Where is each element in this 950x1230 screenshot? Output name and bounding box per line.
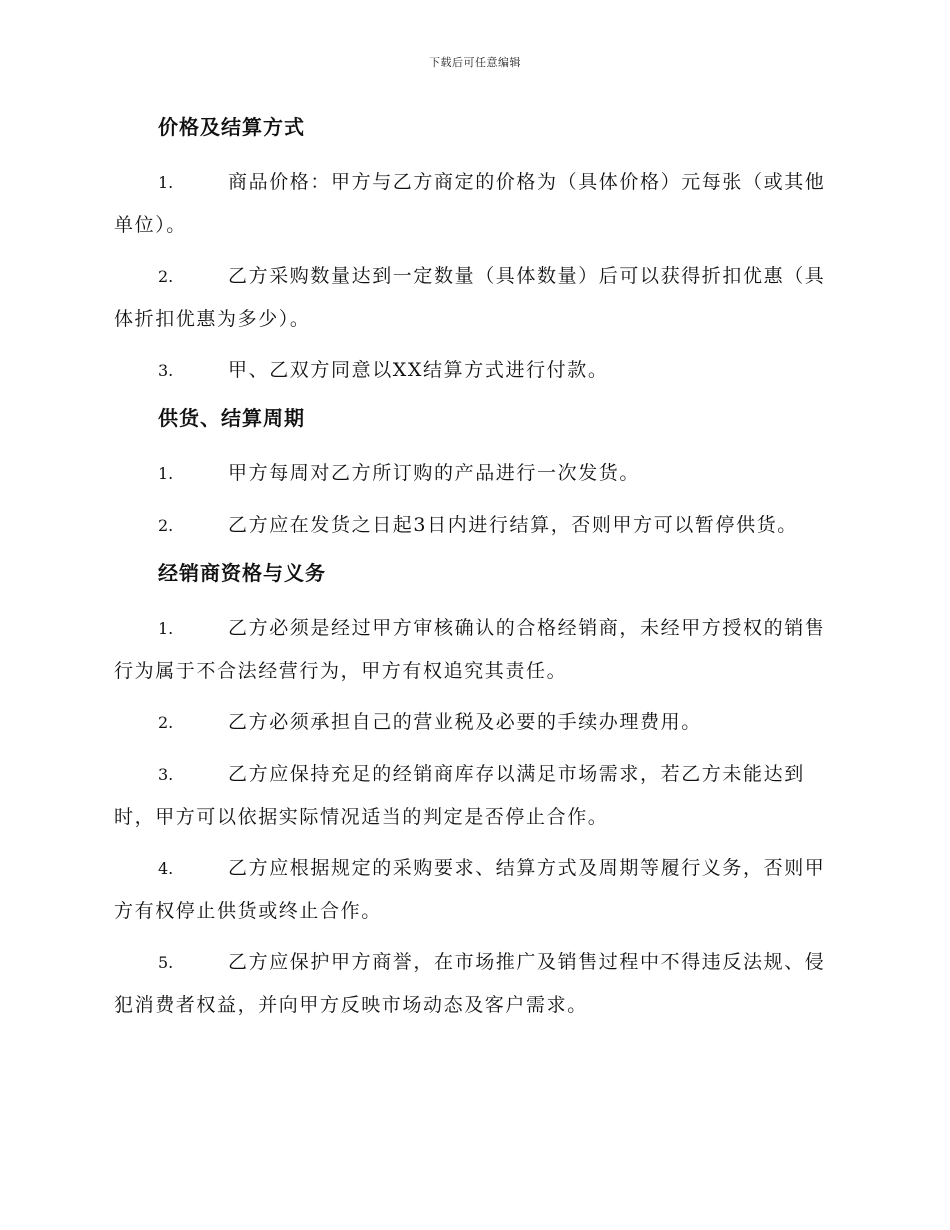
item-text: 乙方必须承担自己的营业税及必要的手续办理费用。: [228, 711, 702, 733]
item-number: 3.: [158, 765, 174, 784]
list-item: [114, 255, 836, 340]
item-number: 1.: [158, 464, 174, 483]
header-note: 下载后可任意编辑: [429, 56, 521, 69]
section-price-settlement: [114, 110, 836, 392]
section-title: 经销商资格与义务: [158, 561, 326, 585]
item-text: 商品价格：甲方与乙方商定的价格为（具体价格）元每张（或其他单位）。: [114, 171, 826, 236]
item-text: 乙方应保持充足的经销商库存以满足市场需求，若乙方未能达到时，甲方可以依据实际情况适当的判定是否停止合作。: [114, 763, 805, 828]
item-number: 3.: [158, 361, 174, 380]
document-body: [114, 110, 836, 1035]
item-text: 乙方应保护甲方商誉，在市场推广及销售过程中不得违反法规、侵犯消费者权益，并向甲方反映市场动态及客户需求。: [114, 951, 826, 1016]
section-title: 价格及结算方式: [158, 115, 305, 139]
item-number: 2.: [158, 713, 174, 732]
list-item: [114, 452, 836, 495]
item-text: 甲方每周对乙方所订购的产品进行一次发货。: [228, 462, 641, 484]
item-number: 1.: [158, 619, 174, 638]
item-number: 1.: [158, 173, 174, 192]
list-item: [114, 701, 836, 744]
section-title: 供货、结算周期: [158, 406, 305, 430]
item-number: 2.: [158, 516, 174, 535]
item-text: 甲、乙双方同意以XX结算方式进行付款。: [228, 359, 609, 381]
section-dealer-obligations: [114, 556, 836, 1026]
item-number: 5.: [158, 953, 174, 972]
list-item: [114, 941, 836, 1026]
item-number: 2.: [158, 267, 174, 286]
list-item: [114, 161, 836, 246]
list-item: [114, 607, 836, 692]
item-text: 乙方采购数量达到一定数量（具体数量）后可以获得折扣优惠（具体折扣优惠为多少）。: [114, 265, 826, 330]
item-text: 乙方应根据规定的采购要求、结算方式及周期等履行义务，否则甲方有权停止供货或终止合作。: [114, 857, 826, 922]
item-text: 乙方应在发货之日起3日内进行结算，否则甲方可以暂停供货。: [228, 514, 798, 536]
item-number: 4.: [158, 859, 174, 878]
item-text: 乙方必须是经过甲方审核确认的合格经销商，未经甲方授权的销售行为属于不合法经营行为，甲方有权追究其责任。: [114, 617, 826, 682]
list-item: [114, 504, 836, 547]
list-item: [114, 349, 836, 392]
section-supply-cycle: [114, 401, 836, 547]
list-item: [114, 847, 836, 932]
list-item: [114, 753, 836, 838]
